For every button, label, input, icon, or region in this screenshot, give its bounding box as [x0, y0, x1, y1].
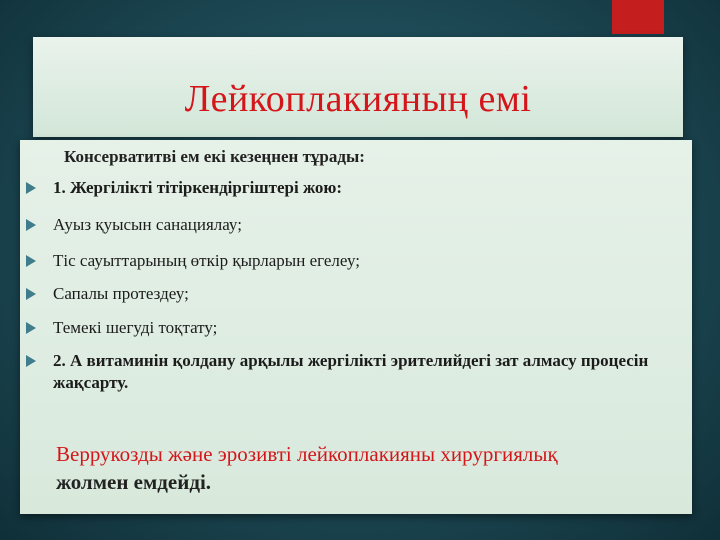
list-item — [26, 177, 666, 199]
triangle-right-icon — [26, 219, 36, 231]
footer-red-text: Веррукозды және эрозивті лейкоплакияны хирургиялық — [56, 442, 558, 466]
list-item-text: Тіс сауыттарының өткір қырларын егелеу; — [53, 251, 361, 270]
intro-text: Консерватитві ем екі кезеңнен тұрады: — [64, 147, 365, 166]
triangle-right-icon — [26, 355, 36, 367]
list-item — [26, 283, 666, 305]
list-item — [26, 250, 666, 272]
content-box — [20, 140, 692, 514]
list-item-text: Темекі шегуді тоқтату; — [53, 318, 218, 337]
triangle-right-icon — [26, 182, 36, 194]
triangle-right-icon — [26, 255, 36, 267]
list-item — [26, 350, 666, 394]
list-item — [26, 214, 666, 236]
triangle-right-icon — [26, 322, 36, 334]
list-item-text: 1. Жергілікті тітіркендіргіштері жою: — [53, 178, 343, 197]
footer-black-text: жолмен емдейді. — [56, 470, 212, 494]
list-item-text: 2. А витаминін қолдану арқылы жергілікті эрителийдегі зат алмасу процесін жақсарту. — [53, 351, 649, 392]
triangle-right-icon — [26, 288, 36, 300]
slide-title: Лейкоплакияның емі — [184, 78, 532, 120]
list-item-text: Сапалы протездеу; — [53, 284, 189, 303]
accent-bar — [612, 0, 664, 34]
title-box — [33, 37, 683, 137]
list-item-text: Ауыз қуысын санациялау; — [53, 215, 242, 234]
footer-text — [56, 440, 696, 496]
list-item — [26, 317, 666, 339]
